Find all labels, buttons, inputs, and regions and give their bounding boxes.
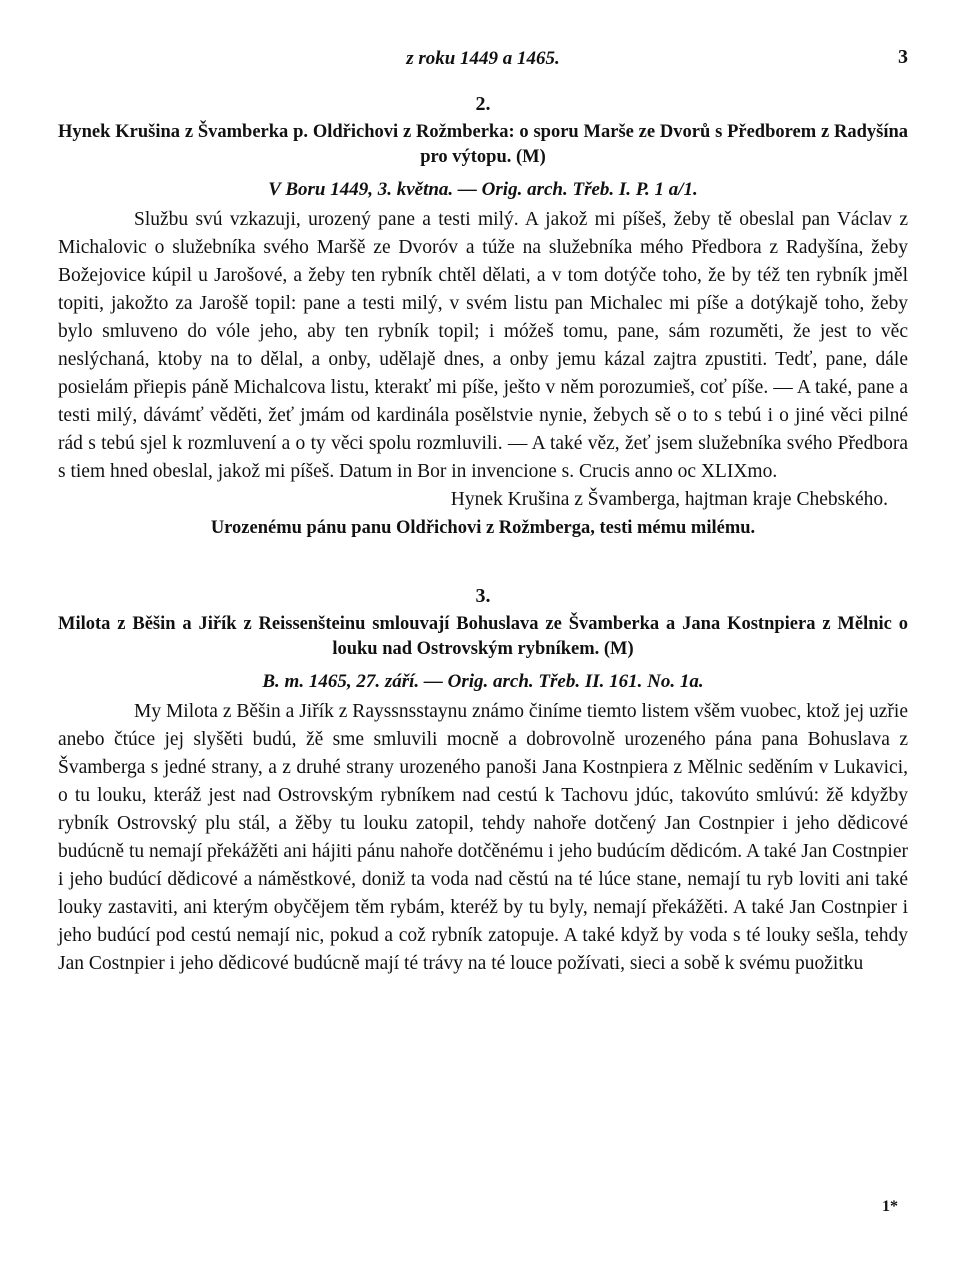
running-head [58,38,908,78]
address-line: Urozenému pánu panu Oldřichovi z Rožmberga, testi mému milému. [210,518,756,538]
signature: Hynek Krušina z Švamberga, hajtman kraje Chebského. [450,489,888,510]
signature-mark: 1* [882,1198,898,1215]
section-spacer [58,542,908,570]
document-number: 3. [475,585,491,607]
dating-line: B. m. 1465, 27. září. — Orig. arch. Třeb. II. 161. No. 1a. [262,671,704,692]
document-number: 2. [475,93,491,115]
document-body: Službu svú vzkazuji, urozený pane a testi milý. A jakož mi píšeš, žeby tě obeslal pan Václav z Michalovic o služebníka svého Maršě ze Dvoróv a túže na služebníka mého Předbora z Radyšína, žeby Božejovice kúpil u Jarošové, a žeby ten rybník chtěl dělati, a v tom dotýče toho, že by též ten rybník jměl topiti, jakožto za Jarošě topil: pane a testi milý, v svém listu pan Michalec mi píše a dotýkajě toho, žeby bylo smluveno do vóle jeho, aby ten rybník topil; i móžeš tomu, pane, sám rozuměti, že jest to věc neslýchaná, ktoby na to dělal, a onby, udělajě dnes, a onby jemu kázal zajtra zpustiti. Tedť, pane, dále posielám přiepis páně Michalcova listu, kterakť mi píše, ješto v něm porozumieš, coť píše. — A také, pane a testi milý, dávámť věděti, žeť jmám od kardinála posělstvie nynie, žebych sě o to s tebú i o jiné věci pilné rád s tebú sjel k rozmluvení a o ty věci spolu rozmluvili. — A také věz, žeť jsem služebníka svého Předbora s tiem hned obeslal, jakož mi píšeš. Datum in Bor in invencione s. Crucis anno oc XLIXmo. [58,209,908,482]
document-2 [58,88,908,542]
dating-line: V Boru 1449, 3. května. — Orig. arch. Třeb. I. P. 1 a/1. [268,179,698,200]
document-page [58,38,908,978]
page-number: 3 [898,46,908,68]
running-head-title: z roku 1449 a 1465. [406,48,560,69]
document-3 [58,580,908,978]
regest: Hynek Krušina z Švamberka p. Oldřichovi z Rožmberka: o sporu Marše ze Dvorů s Předborem z Radyšína pro výtopu. (M) [58,122,908,167]
regest: Milota z Běšin a Jiřík z Reissenšteinu smlouvají Bohuslava ze Švamberka a Jana Kostnpiera z Mělnic o louku nad Ostrovským rybníkem. (M) [58,614,908,659]
document-body: My Milota z Běšin a Jiřík z Rayssnsstaynu známo činíme tiemto listem všěm vuobec, ktož jej uzřie anebo čtúce jej slyšěti budú, žě sme smluvili mocně a dobrovolně urozeného pána pana Bohuslava z Švamberga s jedné strany, a z druhé strany urozeného panoši Jana Kostnpiera z Mělnic seděním v Lukavici, o tu louku, kteráž jest nad Ostrovským rybníkem nad cestú k Tachovu jdúc, takovúto smlúvú: žě kdyžby rybník Ostrovský plu stál, a žěby tu louku zatopil, tehdy nahoře dotčený Jan Costnpier i jeho dědicové budúcně tu nemají překážěti ani hájiti pánu nahoře dotčěnému i jeho budúcím dědicóm. A také Jan Costnpier i jeho budúcí dědicové a náměstkové, doniž ta voda nad cěstú na té lúce stane, nemají tu ryb loviti ani také louky zastaviti, ani kterým obyčějem těm rybám, kteréž by tu byly, nemají překážěti. A také Jan Costnpier i jeho budúcí pod cestú nemají nic, pokud a což rybník zatopuje. A také když by voda s té louky sešla, tehdy Jan Costnpier i jeho dědicové budúcně mají té trávy na té louce požívati, sieci a sobě k svému puožitku [58,701,908,974]
